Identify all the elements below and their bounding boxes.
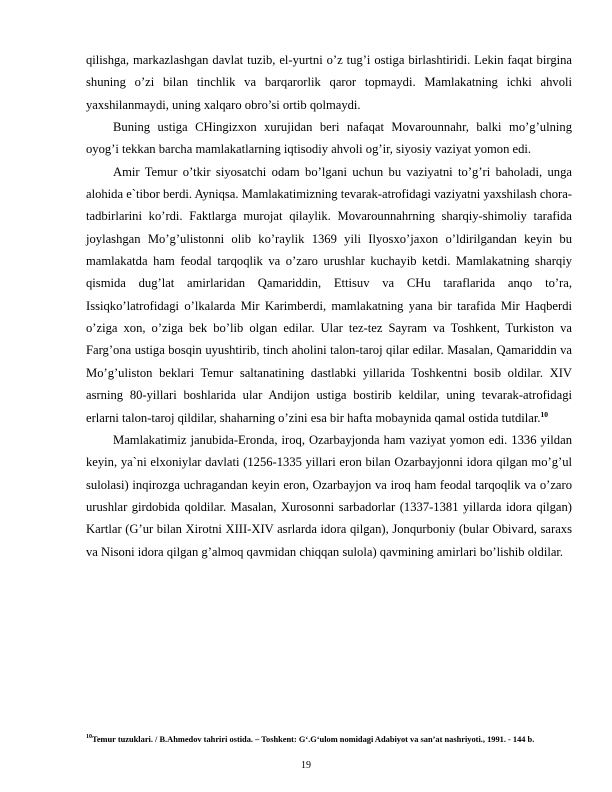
paragraph-4: Mamlakatimiz janubida-Eronda, iroq, Ozarbayjonda ham vaziyat yomon edi. 1336 yildan keyin, ya`ni elxoniylar davlati (1256-1335 yillari eron bilan Ozarbayjonni idora qilgan mo’g’ul sulolasi) inqirozga uchragandan keyin eron, Ozarbayjon va iroq ham feodal tarqoqlik va o’zaro urushlar girdobida qoldilar. Masalan, Xurosonni sarbadorlar (1337-1381 yillarda idora qilgan) Kartlar (G’ur bilan Xirotni XIII-XIV asrlarda idora qilgan), Jonqurboniy (bular Obivard, saraxs va Nisoni idora qilgan g’almoq qavmidan chiqqan sulola) qavmining amirlari bo’lishib oldilar.	[86, 432, 572, 559]
footnote-reference[interactable]: 10	[540, 409, 548, 419]
footnote	[86, 734, 572, 746]
footnote-marker: 10	[86, 734, 92, 741]
paragraph-3	[86, 161, 572, 429]
paragraph-3-text: Amir Temur o’tkir siyosatchi odam bo’lgani uchun bu vaziyatni to’g’ri baholadi, unga alohida e`tibor berdi. Ayniqsa. Mamlakatimizning tevarak-atrofidagi vaziyatni yaxshilash chora-tadbirlarini ko’rdi. Faktlarga murojat qilaylik. Movarounnahrning sharqiy-shimoliy tarafida joylashgan Mo’g’ulistonni olib ko’raylik 1369 yili Ilyosxo’jaxon o’ldirilgandan keyin bu mamlakatda ham feodal tarqoqlik va o’zaro urushlar kuchayib ketdi. Mamlakatning sharqiy qismida dug’lat amirlaridan Qamariddin, Ettisuv va CHu taraflarida anqo to’ra, Issiqko’latrofidagi o’lkalarda Mir Karimberdi, mamlakatning yana bir tarafida Mir Haqberdi o’ziga xon, o’ziga bek bo’lib olgan edilar. Ular tez-tez Sayram va Toshkent, Turkiston va Farg’ona ustiga bosqin uyushtirib, tinch aholini talon-taroj qilar edilar. Masalan, Qamariddin va Mo’g’uliston beklari Temur saltanatining dastlabki yillarida Toshkentni bosib oldilar. XIV asrning 80-yillari boshlarida ular Andijon ustiga bostirib keldilar, uning tevarak-atrofidagi erlarni talon-taroj qildilar, shaharning o’zini esa bir hafta mobaynida qamal ostida tutdilar.	[86, 164, 572, 425]
body-text	[86, 49, 572, 563]
page-number: 19	[301, 760, 311, 771]
paragraph-1: qilishga, markazlashgan davlat tuzib, el-yurtni o’z tug’i ostiga birlashtiridi. Lekin faqat birgina shuning o’zi bilan tinchlik va barqarorlik qaror topmaydi. Mamlakatning ichki ahvoli yaxshilanmaydi, uning xalqaro obro’si ortib qolmaydi.	[86, 53, 572, 112]
paragraph-2: Buning ustiga CHingizxon xurujidan beri nafaqat Movarounnahr, balki mo’g’ulning oyog’i tekkan barcha mamlakatlarning iqtisodiy ahvoli og’ir, siyosiy vaziyat yomon edi.	[86, 120, 572, 157]
footnote-text: Temur tuzuklari. / B.Ahmedov tahriri ostida. – Toshkent: G‘.G‘ulom nomidagi Adabiyot va san’at nashriyoti., 1991. - 144 b.	[92, 735, 535, 744]
